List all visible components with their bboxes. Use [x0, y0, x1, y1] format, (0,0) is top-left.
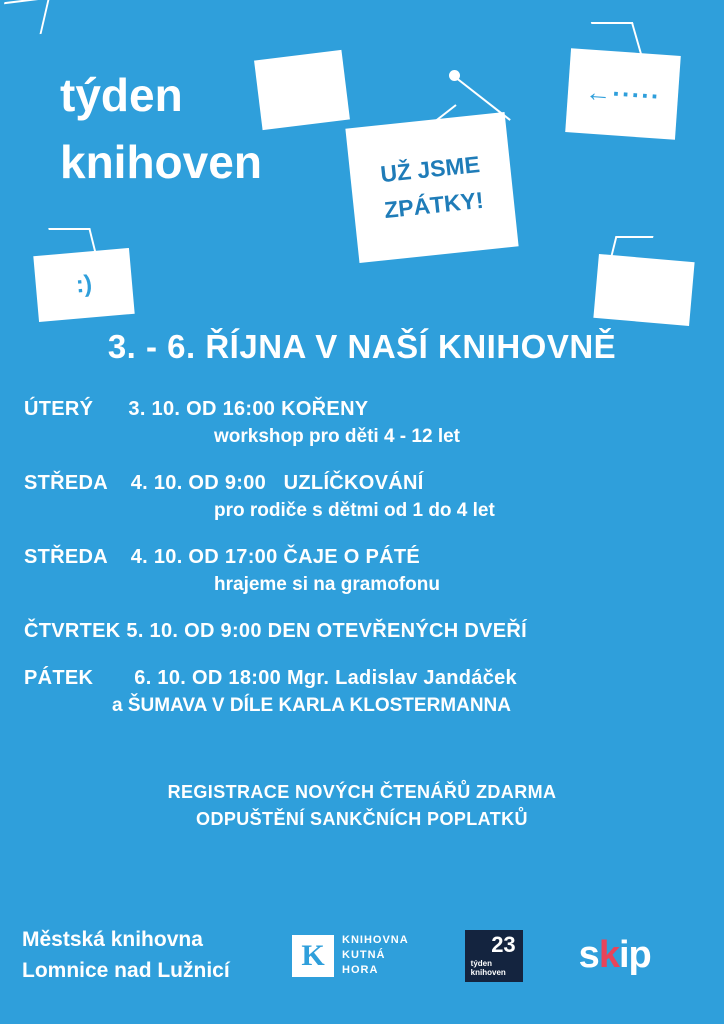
arrow-icon: ←····· — [584, 75, 662, 112]
tyden-knihoven-badge — [465, 930, 523, 982]
poster-title-line2: knihoven — [60, 135, 262, 188]
skip-logo-ip: ip — [618, 934, 651, 977]
library-name-line2: Lomnice nad Lužnicí — [22, 958, 230, 982]
hanging-sign-main-text — [345, 112, 518, 263]
program-item-main: PÁTEK 6. 10. OD 18:00 Mgr. Ladislav Jandáček — [24, 667, 517, 689]
footer — [0, 925, 724, 986]
program-item-main: ÚTERÝ 3. 10. OD 16:00 KOŘENY — [24, 398, 369, 420]
badge-number: 23 — [491, 931, 516, 957]
sign-rope-a — [0, 0, 50, 39]
program-item-main: STŘEDA 4. 10. OD 9:00 UZLÍČKOVÁNÍ — [24, 472, 424, 494]
kkh-line3: HORA — [342, 963, 379, 976]
library-name-line1: Městská knihovna — [22, 928, 203, 952]
badge-line2: knihoven — [470, 968, 506, 978]
program-item — [24, 546, 700, 596]
badge-subtitle — [471, 959, 523, 977]
notes-block — [0, 779, 724, 833]
program-item-detail: pro rodiče s dětmi od 1 do 4 let — [214, 500, 495, 521]
program-item — [24, 472, 700, 522]
program-item — [24, 398, 700, 448]
sign-main-line2: ZPÁTKY! — [382, 186, 485, 223]
program-item-detail: hrajeme si na gramofonu — [214, 574, 440, 595]
library-name — [22, 925, 284, 986]
sign-main-line1: UŽ JSME — [379, 150, 481, 188]
logo-row — [292, 930, 651, 982]
hanging-sign-blank-a — [254, 50, 350, 130]
badge-line1: týden — [470, 958, 493, 968]
notes-line-2: ODPUŠTĚNÍ SANKČNÍCH POPLATKŮ — [196, 809, 528, 829]
program-item-main: ČTVRTEK 5. 10. OD 9:00 DEN OTEVŘENÝCH DVEŘÍ — [24, 620, 528, 642]
hanging-sign-blank-b — [593, 254, 694, 326]
poster-title — [60, 62, 262, 195]
page-title: 3. - 6. ŘÍJNA V NAŠÍ KNIHOVNĚ — [107, 328, 617, 365]
knihovna-kutna-hora-logo — [292, 933, 409, 978]
program-item-detail: a ŠUMAVA V DÍLE KARLA KLOSTERMANNA — [112, 695, 511, 716]
program-item-detail: workshop pro děti 4 - 12 let — [214, 426, 460, 447]
skip-logo — [579, 934, 651, 977]
kkh-line1: KNIHOVNA — [342, 934, 409, 947]
smiley-icon: :) — [74, 270, 94, 299]
notes-line-1: REGISTRACE NOVÝCH ČTENÁŘŮ ZDARMA — [167, 782, 557, 802]
kkh-logo-text — [342, 933, 409, 978]
program-list — [0, 398, 724, 717]
kkh-line2: KUTNÁ — [342, 949, 386, 962]
poster-hero — [0, 0, 724, 320]
program-item — [24, 620, 700, 643]
program-item-main: STŘEDA 4. 10. OD 17:00 ČAJE O PÁTÉ — [24, 546, 421, 568]
program-item — [24, 667, 700, 717]
skip-logo-s: s — [578, 934, 599, 977]
skip-logo-k: k — [598, 934, 619, 977]
poster-title-line1: týden — [60, 69, 183, 121]
kkh-mark-icon: K — [292, 935, 334, 977]
